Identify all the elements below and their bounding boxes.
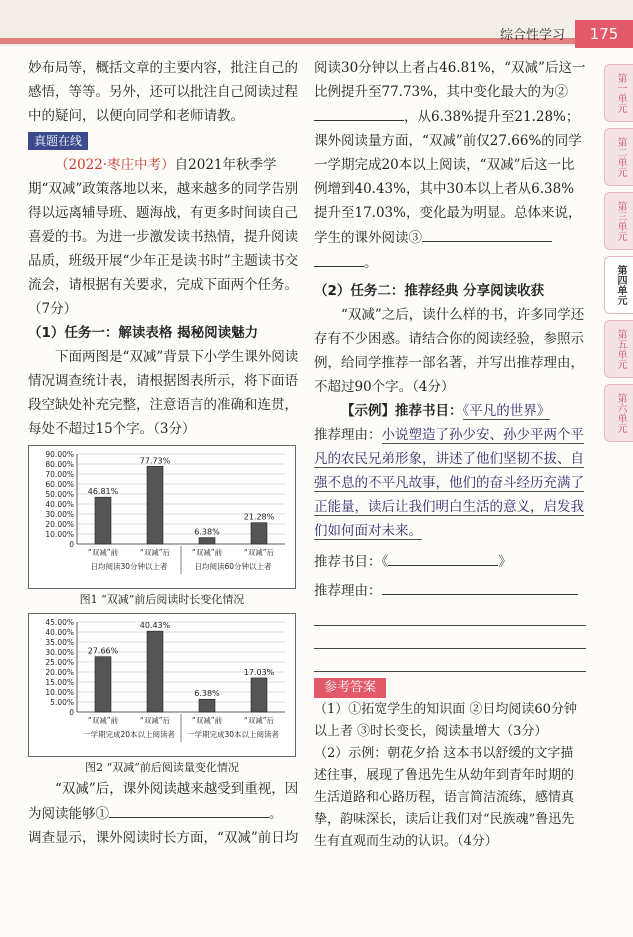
page-header xyxy=(0,0,633,46)
reason-input-line xyxy=(314,578,586,603)
example-book: 《平凡的世界》 xyxy=(462,403,551,419)
intro-paragraph: 妙布局等，概括文章的主要内容，批注自己的感悟，等等。另外，还可以批注自己阅读过程中的疑问，以便向同学和老师请教。 xyxy=(28,60,298,124)
y-tick-label: 30.00% xyxy=(45,648,74,657)
y-tick-label: 60.00% xyxy=(45,480,74,489)
answer-blank-3[interactable] xyxy=(422,225,552,242)
chart-1 xyxy=(28,445,296,609)
example-reason xyxy=(314,423,586,543)
y-tick-label: 25.00% xyxy=(45,658,74,667)
right-p1c-text: 。 xyxy=(364,255,378,271)
section-badge: 真题在线 xyxy=(28,132,88,150)
bar xyxy=(95,657,111,712)
y-tick-label: 80.00% xyxy=(45,460,74,469)
answer-2: （2）示例：朝花夕拾 这本书以舒缓的文字描述往事，展现了鲁迅先生从幼年到青年时期的生活道路和心路历程，语言简洁流练，感情真挚，韵味深长，读后让我们对“民族魂”鲁迅先生有直观而生动的认识。（4分） xyxy=(314,746,575,849)
chart-2 xyxy=(28,613,296,777)
chart-1-caption: 图1 “双减”前后阅读时长变化情况 xyxy=(79,593,245,606)
tab-unit-2[interactable]: 第二单元 xyxy=(604,128,633,186)
x-tick-label: “双减”后 xyxy=(243,548,275,557)
section-title: 综合性学习 xyxy=(500,28,566,43)
y-tick-label: 10.00% xyxy=(45,688,74,697)
reason-label: 推荐理由： xyxy=(314,427,382,443)
book-input[interactable] xyxy=(388,549,498,566)
data-label: 6.38% xyxy=(194,689,220,699)
y-tick-label: 0 xyxy=(69,708,74,717)
y-tick-label: 50.00% xyxy=(45,490,74,499)
reason-line-3[interactable] xyxy=(314,626,586,649)
question-intro xyxy=(28,153,300,321)
task1-title: （1）任务一：解读表格 揭秘阅读魅力 xyxy=(28,325,259,341)
right-column xyxy=(314,56,586,853)
data-label: 46.81% xyxy=(87,487,119,497)
fill-sentence-1 xyxy=(28,777,300,826)
header-rule xyxy=(0,38,575,44)
bar xyxy=(199,699,215,712)
group-label: 日均阅读30分钟以上者 xyxy=(90,562,168,571)
tab-unit-4[interactable]: 第四单元 xyxy=(604,256,633,314)
answer-blank-3b[interactable] xyxy=(314,250,364,267)
fill-sentence-2: 调查显示，课外阅读时长方面，“双减”前日均 xyxy=(28,830,299,846)
answer-header: 参考答案 xyxy=(314,678,386,698)
y-tick-label: 35.00% xyxy=(45,638,74,647)
fill-sentence-1-text: “双减”后，课外阅读越来越受到重视，因为阅读能够① xyxy=(28,781,299,822)
x-tick-label: “双减”后 xyxy=(243,716,275,725)
group-label: 日均阅读60分钟以上者 xyxy=(194,562,272,571)
chart-1-frame xyxy=(28,445,296,589)
y-tick-label: 40.00% xyxy=(45,500,74,509)
bar xyxy=(199,538,215,544)
y-tick-label: 0 xyxy=(69,540,74,549)
y-tick-label: 10.00% xyxy=(45,530,74,539)
chart-1-svg xyxy=(29,446,295,580)
book-label: 推荐书目：《 xyxy=(314,554,389,570)
y-tick-label: 40.00% xyxy=(45,628,74,637)
answer-blank-1[interactable] xyxy=(109,801,269,818)
bar xyxy=(147,631,163,712)
reason-label-2: 推荐理由： xyxy=(314,583,382,599)
y-tick-label: 90.00% xyxy=(45,450,74,459)
y-tick-label: 30.00% xyxy=(45,510,74,519)
data-label: 6.38% xyxy=(194,527,220,537)
y-tick-label: 45.00% xyxy=(45,618,74,627)
data-label: 77.73% xyxy=(139,456,171,466)
bar xyxy=(95,497,111,544)
y-tick-label: 5.00% xyxy=(50,698,74,707)
group-label: 一学期完成30本以上阅读者 xyxy=(186,730,280,739)
x-tick-label: “双减”后 xyxy=(139,716,171,725)
y-tick-label: 20.00% xyxy=(45,668,74,677)
right-p1b-text: ，从6.38%提升至21.28%；课外阅读量方面，“双减”前仅27.66%的同学一学期完成20本以上阅读，“双减”后这一比例增到40.43%，其中30本以上者从6.38%提升至17.03%，变化最为明显。总体来说，学生的课外阅读③ xyxy=(314,109,582,246)
tab-unit-6[interactable]: 第六单元 xyxy=(604,384,633,442)
right-p1-text: 阅读30分钟以上者占46.81%，“双减”后这一比例提升至77.73%，其中变化最大的为② xyxy=(314,60,586,100)
bar xyxy=(251,523,267,544)
right-paragraph-1 xyxy=(314,56,586,275)
task2-title: （2）任务二：推荐经典 分享阅读收获 xyxy=(314,283,545,299)
question-intro-text: 自2021年秋季学期“双减”政策落地以来，越来越多的同学告别得以远离辅导班、题海战，有更多时间读自己喜爱的书。为进一步激发读书热情，提升阅读品质，班级开展“少年正是读书时”主题读书交流会，请根据有关要求，完成下面两个任务。（7分） xyxy=(28,157,299,317)
reason-text: 小说塑造了孙少安、孙少平两个平凡的农民兄弟形象，讲述了他们坚韧不拔、自强不息的不平凡故事，他们的奋斗经历充满了正能量，读后让我们明白生活的意义，启发我们如何面对未来。 xyxy=(314,427,584,539)
fill-sentence-1-end: 。 xyxy=(269,806,283,822)
reason-input[interactable] xyxy=(382,578,578,595)
data-label: 40.43% xyxy=(139,621,171,631)
page-number: 175 xyxy=(575,20,633,48)
y-tick-label: 20.00% xyxy=(45,520,74,529)
group-label: 一学期完成20本以上阅读者 xyxy=(82,730,176,739)
bar xyxy=(147,466,163,544)
example-label: 【示例】推荐书目： xyxy=(341,403,463,419)
data-label: 27.66% xyxy=(87,646,119,656)
tab-unit-5[interactable]: 第五单元 xyxy=(604,320,633,378)
x-tick-label: “双减”前 xyxy=(191,716,223,725)
x-tick-label: “双减”前 xyxy=(87,548,119,557)
data-label: 21.28% xyxy=(243,512,275,522)
data-label: 17.03% xyxy=(243,667,275,677)
answer-blank-2[interactable] xyxy=(314,104,404,121)
left-column xyxy=(28,56,300,850)
chart-2-frame xyxy=(28,613,296,757)
answer-1: （1）①拓宽学生的知识面 ②日均阅读60分钟以上者 ③时长变长，阅读量增大（3分） xyxy=(314,702,577,739)
tab-unit-3[interactable]: 第三单元 xyxy=(604,192,633,250)
reason-line-2[interactable] xyxy=(314,603,586,626)
chart-2-caption: 图2 “双减”前后阅读量变化情况 xyxy=(85,761,239,774)
book-input-line xyxy=(314,549,586,574)
unit-tabs xyxy=(604,64,633,448)
exam-source: （2022·枣庄中考） xyxy=(55,157,175,173)
reason-line-4[interactable] xyxy=(314,649,586,672)
y-tick-label: 15.00% xyxy=(45,678,74,687)
x-tick-label: “双减”后 xyxy=(139,548,171,557)
bar xyxy=(251,678,267,712)
task2-text: “双减”之后，读什么样的书，许多同学还存有不少困惑。请结合你的阅读经验，参照示例，给同学推荐一部名著，并写出推荐理由，不超过90个字。（4分） xyxy=(314,307,585,395)
x-tick-label: “双减”前 xyxy=(87,716,119,725)
chart-2-svg xyxy=(29,614,295,748)
book-close: 》 xyxy=(498,554,512,570)
y-tick-label: 70.00% xyxy=(45,470,74,479)
tab-unit-1[interactable]: 第一单元 xyxy=(604,64,633,122)
x-tick-label: “双减”前 xyxy=(191,548,223,557)
task1-text: 下面两图是“双减”背景下小学生课外阅读情况调查统计表，请根据图表所示，将下面语段空缺处补充完整，注意语言的准确和连贯，每处不超过15个字。（3分） xyxy=(28,349,299,437)
example-line xyxy=(314,399,586,423)
